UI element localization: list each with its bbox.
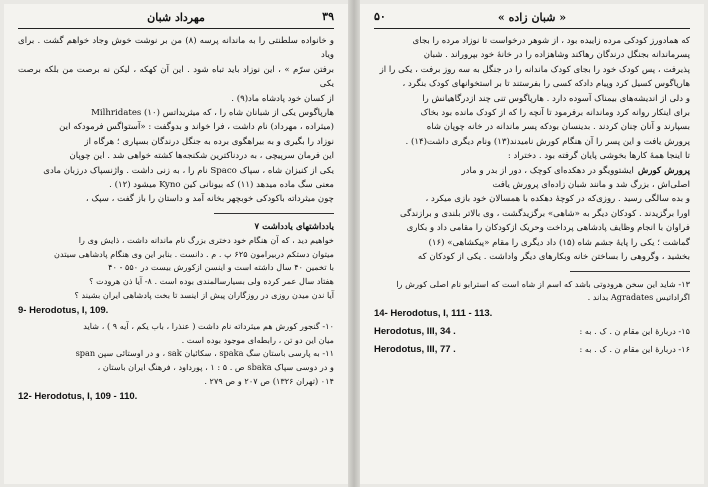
footnote-line: و در دوسی سپاک sbaka ص . ۵ : ۱ ، پورداود ، فرهنگ ایران باستان ، <box>97 362 334 373</box>
text-line: برای اینکار روانه کرد وماندانه برفرمود تا آنچه را که از کودک مانده بود بخاک <box>420 108 690 119</box>
right-page-header <box>374 10 690 29</box>
notes-heading: یادداشتهای یادداشت ۷ <box>254 221 334 232</box>
reference-farsi: ۱۶- دربارهٔ این مقام ن . ک . به : <box>579 343 690 354</box>
notes-divider <box>214 213 334 214</box>
reference-latin: Herodotus, III, 77 . <box>374 343 456 355</box>
reference-farsi: ۱۵- دربارهٔ این مقام ن . ک . به : <box>579 325 690 336</box>
text-line: معنی سگ ماده میدهد (۱۱) که بیونانی کین Kyno میشود (۱۲) . <box>109 180 334 191</box>
left-page-header <box>18 10 334 29</box>
reference-line: 9- Herodotus, I, 109. <box>18 305 109 317</box>
book-gutter <box>348 0 360 487</box>
reference-latin: Herodotus, III, 34 . <box>374 325 456 337</box>
text-line: پذیرفت ، پس کودک خود را بجای کودک ماندانه را در جنگل به سه روز برفت ، یکی را از <box>379 64 690 75</box>
footnote-line: میان این دو تن ، رابطه‌ای موجود بوده است . <box>181 334 334 345</box>
left-page-body <box>18 34 334 406</box>
footnote-line: خواهیم دید ، که آن هنگام خود دختری بزرگ نام ماندانه داشت ، ذایش وی را <box>78 235 334 246</box>
reference-line: 12- Herodotus, I, 109 - 110. <box>18 391 138 403</box>
text-line: از کسان خود پادشاه ماد(۹) . <box>231 93 334 104</box>
text-line: (میثراده ، مهرداد) نام داشت ، فرا خواند و بدوگفت : «آستواگس فرمودکه این <box>59 122 334 133</box>
text-line: یکی از کنیزان شاه ، سپاک Spaco نام را ، به زنی داشت . واژنسپاک درزبان مادی <box>43 165 334 176</box>
text-line: برفتن سرّم » ، این نوزاد باید تباه شود . این آن کهکه ، لیکن نه برصت من بلکه برصت یکی <box>18 64 334 90</box>
reference-row <box>374 305 690 323</box>
text-line: پرورش یافت و این پسر را آن هنگام کورش نامیدند(۱۳) ونام دیگری داشت(۱۴) . <box>405 136 690 147</box>
text-line: که همادورز کودکی مرده زاییده بود ، از شوهر درخواست تا نوزاد مرده را بجای <box>412 36 690 46</box>
text-line: پسرماندانه بجنگل درندگان رهاکند وشاهزاده را در خانهٔ خود بپروراند . شبان <box>423 50 690 61</box>
reference-row <box>374 341 690 359</box>
footnote-line: ۱۱- به پارسی باستان سگ spaka ، سکائیان sak ، و در اوستائی سپن span <box>75 348 334 359</box>
page-number: ۵۰ <box>374 10 386 23</box>
footnote-line: میتوان دستکم دربیرامون ۶۲۵ پ . م . دانست . بنابر این وی هنگام پادشاهی سیتدن <box>53 248 334 259</box>
reference-row <box>374 323 690 341</box>
text-line: و خانواده سلطنتی را به ماندانه پرسه (۸) من بر نوشت خوش وجاد خواهم گشت . برای ویاد <box>18 36 334 61</box>
right-page-body <box>374 34 690 359</box>
text-line: هارپاگوس کسیل کرد وپیام دادکه کسی را بفرستند تا بر استخوانهای کودک بنگرد ، <box>402 79 690 90</box>
reference-latin: 14- Herodotus, I, 111 - 113. <box>374 307 493 319</box>
text-line: اورا برگزیدند . کودکان دیگر به «شاهی» برگزیدگشت ، وی بالاتر بلندی و برازندگی <box>399 208 690 219</box>
text-line: اصلی‌اش ، بزرگ شد و مانند شبان زاده‌ای پرورش یافت <box>492 180 690 191</box>
page-number: ۳۹ <box>322 10 334 23</box>
footnote-line: آیا ندن میدن روزی در روزگاران پیش از اینسد تا بخت پادشاهی ایران بشیند ؟ <box>74 289 334 300</box>
running-title: « شبان زاده » <box>497 11 567 24</box>
text-line: بخشید ، وگروهی را بساختن خانه وبکارهای دیگر واداشت . یکی از کودکان که <box>417 252 690 263</box>
text-line: هارپاگوس یکی از شبانان شاه را ، که میثریداتس Milhridates (۱۰) <box>91 108 334 119</box>
text-line: و دلی از اندیشه‌های بیمناک آسوده دارد . هارپاگوس تنی چند ازدرگاهیانش را <box>422 93 690 104</box>
text-line: و بده سالگی رسید . روزی‌که در کوچهٔ دهکده با همسالان خود بازی میکرد ، <box>425 194 690 205</box>
footnote-line: ۱۳- شاید این سخن هرودوتی باشد که اسم از شاه است که استرابو نام اصلی کورش را <box>396 278 690 289</box>
footnote-line: با تخمین ۴۰ سال داشته است و اینسن ازکورش بیست در ۵۵۰ - ۴۰ <box>108 262 334 273</box>
text-line: گماشت ؛ یکی را پایهٔ جشم شاه (۱۵) داد دیگری را مقام «پیکشاهی» (۱۶) <box>428 237 690 248</box>
footnote-line: ۱۰- گنجور کورش هم میثرداته نام داشت ( عنذرا ، باب یکم ، آیه ۹ ) ، شاید <box>83 321 334 332</box>
right-page <box>360 4 704 484</box>
text-line: تا اینجا همهٔ کارها بخوشی پایان گرفته بود . دختراد : <box>507 151 690 162</box>
footnote-line: ۰۱۴ (تهران ۱۳۲۶) ص ۲۰۷ و ص ۲۷۹ . <box>204 375 334 386</box>
text-line: چون میثرداته باکودکی خوبچهر بخانه آمد و داستان را باز گفت ، سپک ، <box>85 194 334 205</box>
text-line: پرورش کورش ایشتوویگو در دهکده‌ای کوچک ، دور از بدر و مادر <box>374 164 690 178</box>
marginal-heading: پرورش کورش <box>637 165 690 176</box>
footnote-line: اگراداتیس Agradates بداند . <box>587 292 690 303</box>
text-line: فراوان با انجام وظایف پادشاهی پرداخت وحریک ازکودکان را مقامی داد و بکاری <box>406 223 690 234</box>
text-line: این فرمان سرپیچی ، به دردناکترین شکنجه‌ها کشته خواهی شد . این چوپان <box>69 151 334 162</box>
notes-divider <box>570 271 690 272</box>
left-page <box>4 4 348 484</box>
running-title: مهرداد شبان <box>147 11 205 24</box>
footnote-line: هفتاد سال عمر کرده ولی بسیارسالمندی بوده است . ۸- آیا ذن هرودت ؟ <box>89 276 334 287</box>
text-line: بسپارند و آنان چنان کردند . بدینسان بودکه پسر ماندانه در خانه چوپان شاه <box>426 122 690 133</box>
text-line: نوزاد را بگیری و به بیراهگوی برده به جنگل درندگان بسپاری ؛ هرگاه از <box>84 136 334 147</box>
